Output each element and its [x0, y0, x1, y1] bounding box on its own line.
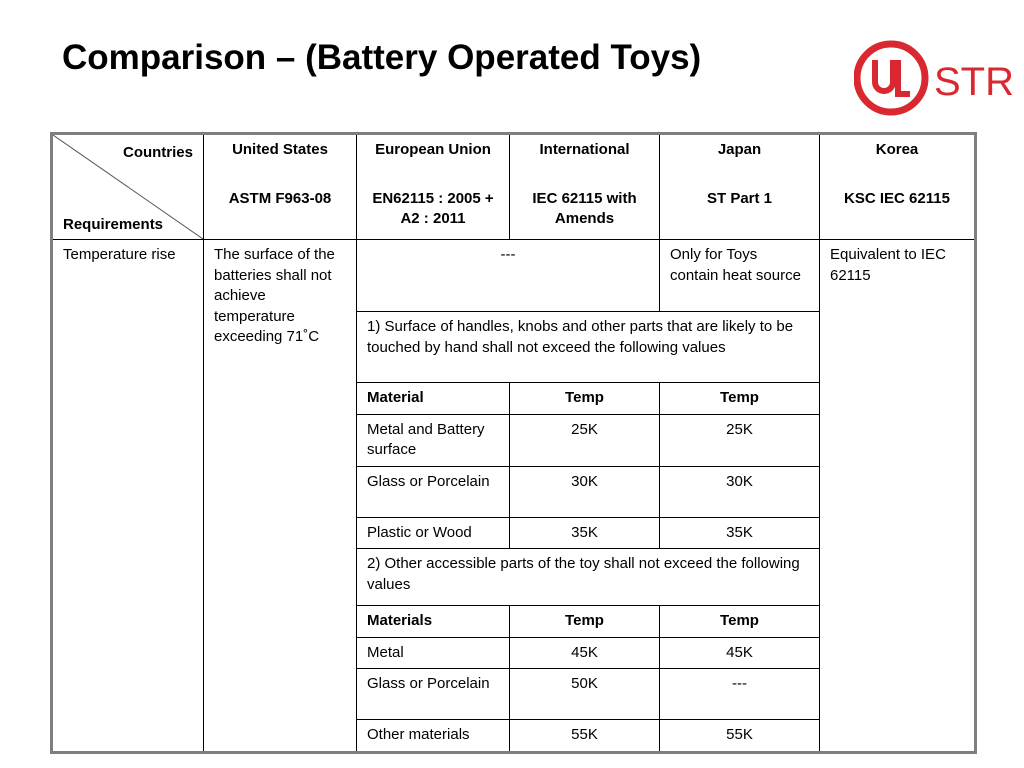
table-cell: Plastic or Wood	[357, 517, 510, 549]
table-cell: Temp	[510, 383, 660, 415]
header-international	[510, 134, 660, 240]
header-korea	[820, 134, 976, 240]
us-requirement-cell: The surface of the batteries shall not achieve temperature exceeding 71˚C	[204, 240, 357, 753]
logo-text: STR	[934, 60, 1014, 104]
table-cell: Materials	[357, 606, 510, 638]
header-eu	[357, 134, 510, 240]
table-cell: 35K	[660, 517, 820, 549]
ul-logo-icon	[854, 38, 1019, 118]
country-name: United States	[232, 141, 328, 158]
table-row	[52, 240, 976, 312]
table-cell: Temp	[510, 606, 660, 638]
standard-name: KSC IEC 62115	[844, 189, 950, 207]
section1-text: 1) Surface of handles, knobs and other parts that are likely to be touched by hand shall not exceed the following values	[357, 312, 820, 383]
table-cell: Other materials	[357, 720, 510, 753]
table-cell: 50K	[510, 669, 660, 720]
table-cell: 30K	[510, 466, 660, 517]
table-cell: 45K	[660, 637, 820, 669]
comparison-table	[50, 132, 977, 754]
table-cell: 30K	[660, 466, 820, 517]
table-cell: 25K	[510, 414, 660, 466]
standard-name: ST Part 1	[706, 189, 773, 207]
table-cell: ---	[660, 669, 820, 720]
country-name: International	[539, 141, 630, 158]
table-cell: Material	[357, 383, 510, 415]
standard-name: IEC 62115 with Amends	[532, 189, 637, 227]
standard-name: EN62115 : 2005 + A2 : 2011	[372, 189, 494, 227]
table-cell: 45K	[510, 637, 660, 669]
table-cell: Metal and Battery surface	[357, 414, 510, 466]
table-cell: Temp	[660, 383, 820, 415]
table-cell: 55K	[660, 720, 820, 753]
country-name: Korea	[875, 141, 919, 158]
table-cell: 35K	[510, 517, 660, 549]
header-us	[204, 134, 357, 240]
country-name: Japan	[717, 141, 762, 158]
corner-countries-label: Countries	[122, 144, 193, 161]
header-japan	[660, 134, 820, 240]
table-cell: Temp	[660, 606, 820, 638]
table-cell: Metal	[357, 637, 510, 669]
japan-scope-cell: Only for Toys contain heat source	[660, 240, 820, 312]
table-cell: 55K	[510, 720, 660, 753]
corner-cell	[52, 134, 204, 240]
corner-requirements-label: Requirements	[63, 215, 164, 233]
table-cell: Glass or Porcelain	[357, 669, 510, 720]
page-title: Comparison – (Battery Operated Toys)	[62, 38, 702, 77]
korea-cell: Equivalent to IEC 62115	[820, 240, 976, 753]
table-cell: Glass or Porcelain	[357, 466, 510, 517]
table-cell: 25K	[660, 414, 820, 466]
country-name: European Union	[375, 141, 491, 158]
requirement-cell: Temperature rise	[52, 240, 204, 753]
table-header-row	[52, 134, 976, 240]
standard-name: ASTM F963-08	[228, 189, 332, 207]
eu-intl-cell: ---	[357, 240, 660, 312]
section2-text: 2) Other accessible parts of the toy shall not exceed the following values	[357, 549, 820, 606]
